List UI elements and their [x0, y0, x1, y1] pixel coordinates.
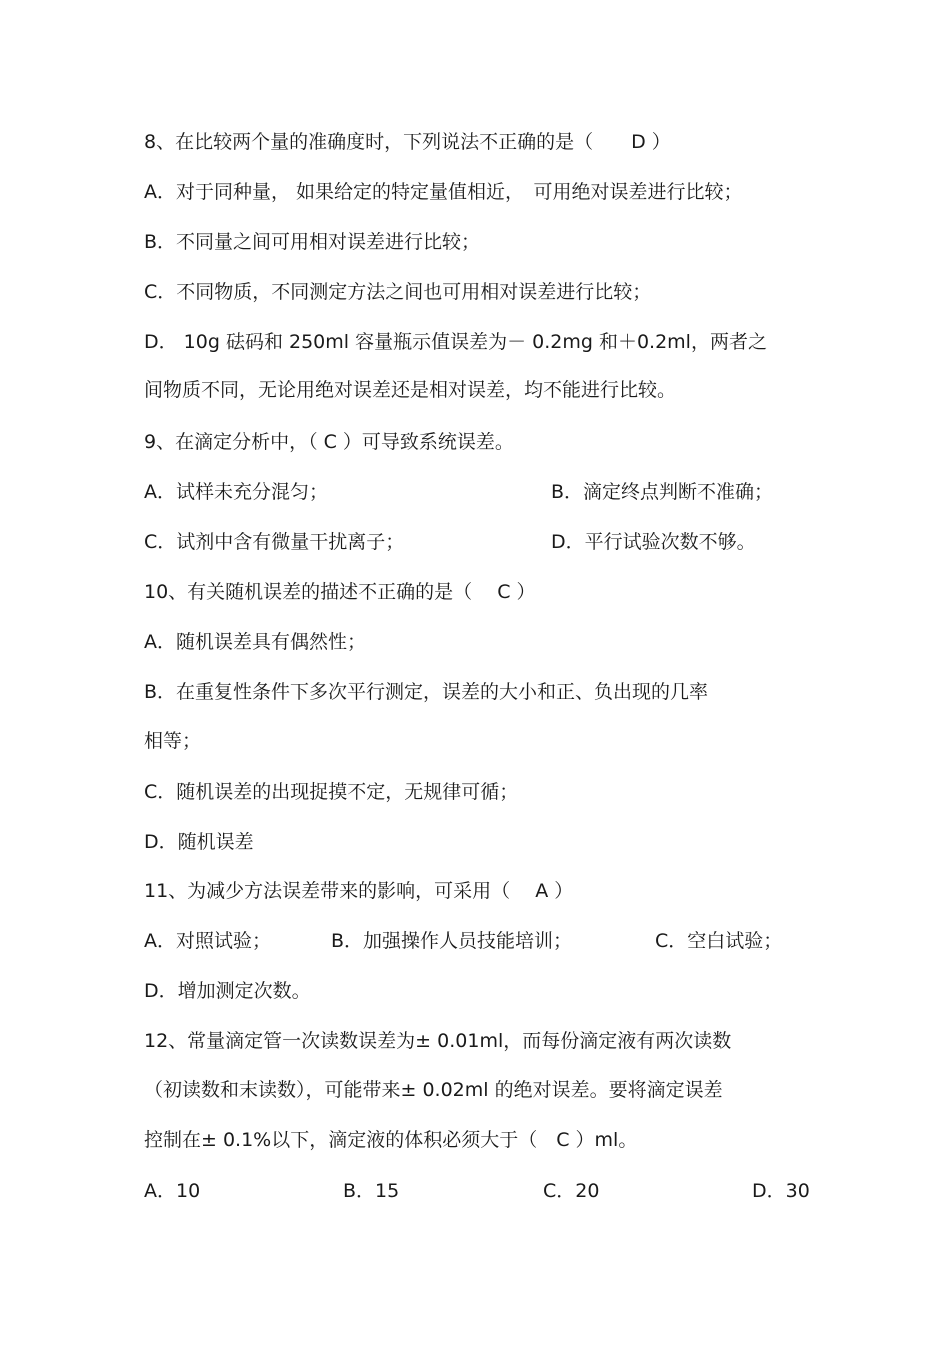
question-8-option-b: B．不同量之间可用相对误差进行比较；: [144, 231, 481, 253]
question-8-stem: 8、在比较两个量的准确度时，下列说法不正确的是（ D ）: [144, 131, 671, 153]
question-12-stem-line-3: 控制在± 0.1%以下，滴定液的体积必须大于（ C ）ml。: [144, 1129, 638, 1151]
question-10-option-a: A．随机误差具有偶然性；: [144, 631, 366, 653]
question-12-option-b: B．15: [343, 1180, 400, 1202]
question-11-option-a: A．对照试验；: [144, 930, 271, 952]
question-9-option-a: A．试样未充分混匀；: [144, 481, 328, 503]
question-11-stem: 11、为减少方法误差带来的影响，可采用（ A ）: [144, 880, 574, 902]
question-12-stem-line-1: 12、常量滴定管一次读数误差为± 0.01ml，而每份滴定液有两次读数: [144, 1030, 732, 1052]
question-8-option-c: C．不同物质，不同测定方法之间也可用相对误差进行比较；: [144, 281, 652, 303]
question-8-option-a: A．对于同种量， 如果给定的特定量值相近， 可用绝对误差进行比较；: [144, 181, 743, 203]
question-9-option-c: C．试剂中含有微量干扰离子；: [144, 531, 405, 553]
question-11-option-c: C．空白试验；: [655, 930, 783, 952]
question-10-option-d: D．随机误差: [144, 831, 254, 853]
question-9-option-d: D．平行试验次数不够。: [551, 531, 756, 553]
question-12-option-a: A．10: [144, 1180, 201, 1202]
question-9-option-b: B．滴定终点判断不准确；: [551, 481, 774, 503]
question-11-option-d: D．增加测定次数。: [144, 980, 311, 1002]
question-12-option-c: C．20: [543, 1180, 600, 1202]
question-10-stem: 10、有关随机误差的描述不正确的是（ C ）: [144, 581, 536, 603]
question-9-stem: 9、在滴定分析中，（ C ）可导致系统误差。: [144, 431, 514, 453]
question-12-option-d: D．30: [752, 1180, 810, 1202]
question-10-option-b-line-1: B．在重复性条件下多次平行测定，误差的大小和正、负出现的几率: [144, 681, 709, 703]
question-8-option-d-line-2: 间物质不同，无论用绝对误差还是相对误差，均不能进行比较。: [144, 379, 677, 401]
question-10-option-b-line-2: 相等；: [144, 730, 202, 752]
question-11-option-b: B．加强操作人员技能培训；: [331, 930, 573, 952]
question-12-stem-line-2: （初读数和末读数），可能带来± 0.02ml 的绝对误差。要将滴定误差: [144, 1079, 723, 1101]
question-10-option-c: C．随机误差的出现捉摸不定，无规律可循；: [144, 781, 519, 803]
question-8-option-d-line-1: D． 10g 砝码和 250ml 容量瓶示值误差为－ 0.2mg 和＋0.2ml，两者之: [144, 331, 767, 353]
